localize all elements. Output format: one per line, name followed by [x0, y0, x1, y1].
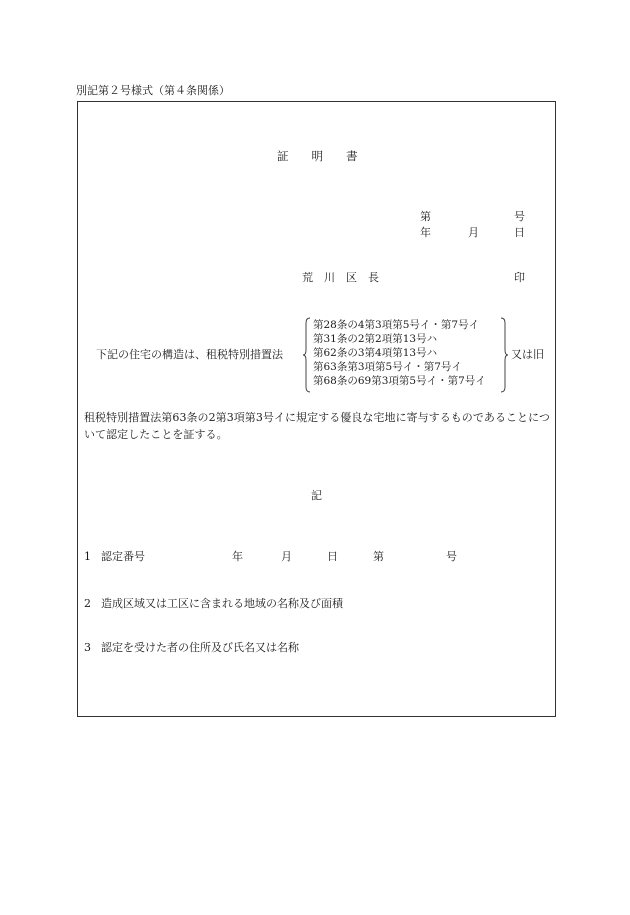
item2-label: 造成区域又は工区に含まれる地域の名称及び面積 [101, 597, 343, 610]
issuer-name: 荒 川 区 長 [302, 271, 379, 284]
item1-year: 年 [232, 550, 243, 563]
issuer-seal: 印 [514, 271, 525, 284]
issue-date-year: 年 [420, 226, 431, 239]
item3-label: 認定を受けた者の住所及び氏名又は名称 [101, 641, 299, 654]
item3-number: 3 [84, 641, 91, 654]
statute-list [313, 318, 486, 388]
item1-month: 月 [281, 550, 292, 563]
form-header: 別記第２号様式（第４条関係） [76, 84, 230, 97]
item1-label: 認定番号 [101, 550, 145, 563]
document-title: 証 明 書 [277, 149, 358, 163]
statute-item: 第31条の2第2項第13号ハ [313, 333, 438, 345]
item2-number: 2 [84, 597, 91, 610]
issue-date-month: 月 [468, 226, 479, 239]
left-brace-icon [302, 317, 312, 393]
item1-day: 日 [327, 550, 338, 563]
doc-number-prefix: 第 [420, 210, 431, 223]
statement-alt: 又は旧 [511, 348, 544, 361]
statute-item: 第62条の3第4項第13号ハ [313, 347, 438, 359]
item1-no-suffix: 号 [446, 550, 457, 563]
statute-item: 第28条の4第3項第5号イ・第7号イ [313, 319, 480, 331]
item1-no-prefix: 第 [373, 550, 384, 563]
issue-date-day: 日 [514, 226, 525, 239]
doc-number-suffix: 号 [514, 210, 525, 223]
statute-item: 第68条の69第3項第5号イ・第7号イ [313, 375, 486, 387]
ki-heading: 記 [311, 489, 322, 502]
statement-lead: 下記の住宅の構造は、租税特別措置法 [96, 348, 283, 361]
statement-body: 租税特別措置法第63条の2第3項第3号イに規定する優良な宅地に寄与するものであることについて認定したことを証する。 [84, 411, 550, 441]
statute-item: 第63条第3項第5号イ・第7号イ [313, 361, 462, 373]
item1-number: 1 [84, 550, 91, 563]
right-brace-icon [499, 317, 509, 393]
